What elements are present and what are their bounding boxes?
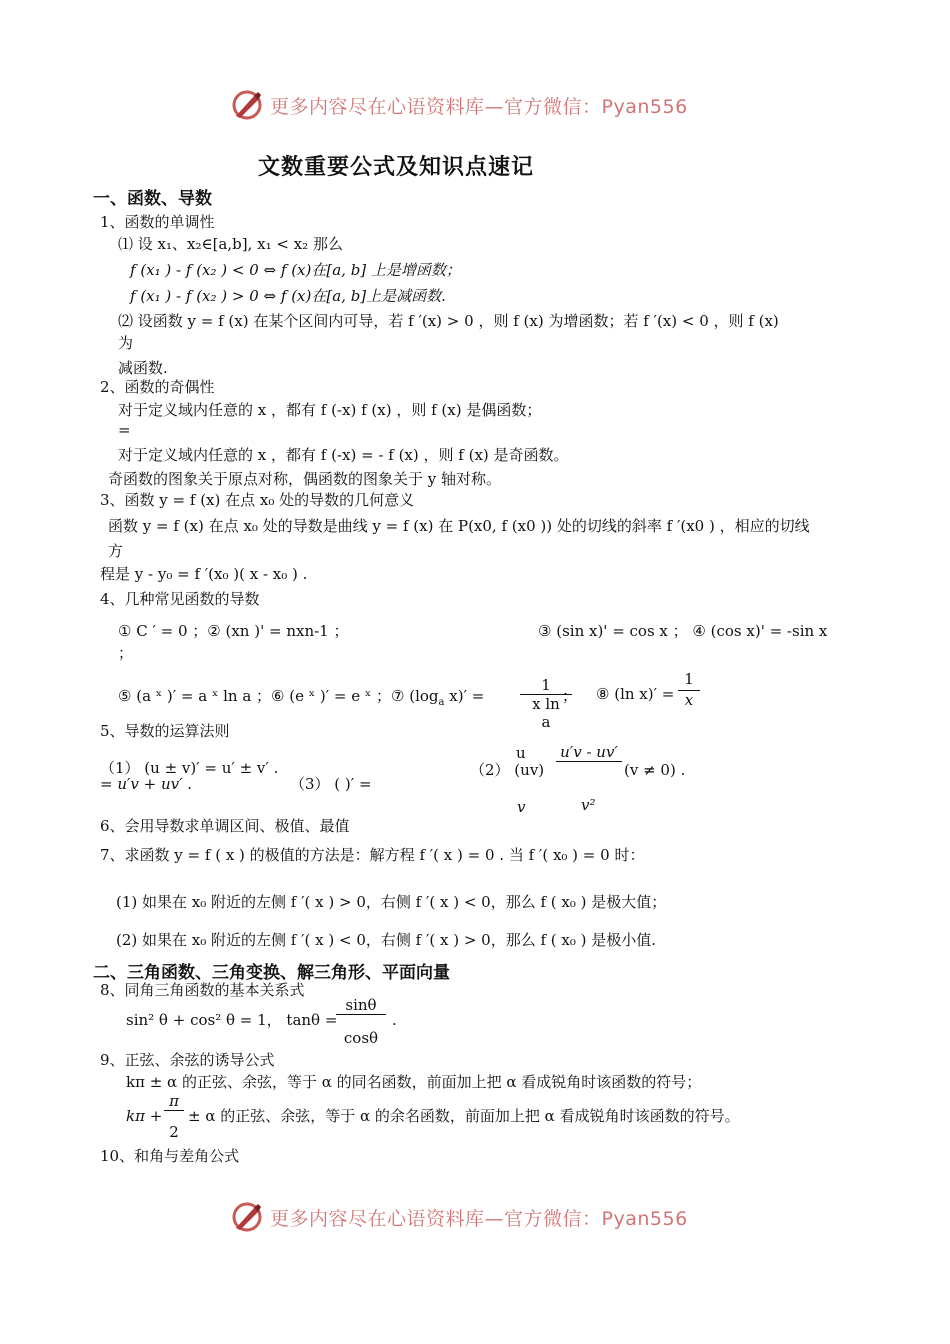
s4-row2-left <box>118 686 484 713</box>
s1-line3: f (x₁ ) - f (x₂ ) > 0 ⇔ f (x)在[a, b]上是减函数. <box>130 287 446 305</box>
pen-seal-icon <box>230 88 264 122</box>
pen-seal-icon <box>230 1200 264 1234</box>
s3-line1b: 方 <box>108 542 124 560</box>
s4-row2-right: ⑧ (ln x)′ = <box>596 685 675 703</box>
s5-rule2: （2） (uv) <box>470 761 545 779</box>
s4-row2-log-base: a <box>438 697 445 708</box>
s5-quotient-bar <box>556 761 622 778</box>
s9-pi-fraction <box>164 1092 184 1141</box>
s4-fraction-2 <box>678 670 700 709</box>
s5-quotient-den: v² <box>581 796 596 814</box>
banner-text-bottom: 更多内容尽在心语资料库—官方微信：Pyan556 <box>270 1207 688 1230</box>
s4-f2-den: x <box>678 690 700 709</box>
s7-title: 7、求函数 y = f ( x ) 的极值的方法是：解方程 f ′( x ) = 0 . 当 f ′( x₀ ) = 0 时： <box>100 846 645 864</box>
s2-line1b: = <box>118 421 131 439</box>
s9-pi-num: π <box>169 1092 179 1110</box>
s8-line1: sin² θ + cos² θ = 1， tanθ = <box>126 1011 338 1029</box>
s3-line2: 程是 y - y₀ = f ′(x₀ )( x - x₀ ) . <box>100 565 308 583</box>
s4-row2-sep: ； <box>562 687 578 705</box>
s9-title: 9、正弦、余弦的诱导公式 <box>100 1051 275 1069</box>
s9-line2-start: kπ + <box>126 1107 163 1125</box>
s5-rule1: （1） (u ± v)′ = u′ ± v′ . <box>100 759 279 777</box>
s8-tan-den: cosθ <box>343 1029 379 1047</box>
s2-title: 2、函数的奇偶性 <box>100 378 215 396</box>
s9-pi-den: 2 <box>169 1123 179 1141</box>
s5-u-label: u <box>516 744 526 762</box>
s4-row1-right: ③ (sin x)' = cos x ； ④ (cos x)' = -sin x <box>538 622 828 640</box>
s5-title: 5、导数的运算法则 <box>100 722 230 740</box>
s3-title: 3、函数 y = f (x) 在点 x₀ 处的导数的几何意义 <box>100 491 415 509</box>
s4-row2-part2: x)′ = <box>444 687 485 705</box>
s5-condition: (v ≠ 0) . <box>624 761 686 779</box>
s8-end: . <box>392 1011 397 1029</box>
s4-row1-semicolon: ； <box>118 644 134 662</box>
page-title: 文数重要公式及知识点速记 <box>258 155 535 180</box>
s2-line1: 对于定义域内任意的 x ，都有 f (-x) f (x) ，则 f (x) 是偶函数； <box>118 401 542 419</box>
s5-quotient-num: u′v - uv′ <box>560 743 618 761</box>
s4-f2-num: 1 <box>684 670 694 688</box>
s5-v-label: v <box>517 798 526 816</box>
s4-row2-part1: ⑤ (a ˣ )′ = a ˣ ln a ；⑥ (e ˣ )′ = e ˣ ；⑦ (log <box>118 687 439 705</box>
bottom-banner <box>230 1200 688 1234</box>
s7-line2: (2) 如果在 x₀ 附近的左侧 f ′( x ) < 0，右侧 f ′( x ) > 0，那么 f ( x₀ ) 是极小值. <box>116 931 657 949</box>
s5-rule1b: = u′v + uv′ . <box>100 775 193 793</box>
s4-f1-den2: a <box>541 713 551 731</box>
s3-line1: 函数 y = f (x) 在点 x₀ 处的导数是曲线 y = f (x) 在 P(x0, f (x0 )) 处的切线的斜率 f ′(x0 ) ，相应的切线 <box>108 517 810 535</box>
section-heading-1: 一、函数、导数 <box>93 189 212 209</box>
s4-title: 4、几种常见函数的导数 <box>100 590 260 608</box>
s6-title: 6、会用导数求单调区间、极值、最值 <box>100 817 350 835</box>
s8-tan-fraction <box>336 996 386 1047</box>
s5-quotient-fraction <box>556 743 622 778</box>
s1-line2: f (x₁ ) - f (x₂ ) < 0 ⇔ f (x)在[a, b] 上是增函数； <box>130 261 461 279</box>
s1-line4b: 为 <box>118 334 134 352</box>
s8-tan-num: sinθ <box>345 996 377 1014</box>
s5-rule3: （3） ( )′ = <box>290 775 372 793</box>
s1-line4: ⑵ 设函数 y = f (x) 在某个区间内可导，若 f ′(x) > 0 ，则 f (x) 为增函数；若 f ′(x) < 0 ，则 f (x) <box>118 312 779 330</box>
s10-title: 10、和角与差角公式 <box>100 1147 240 1165</box>
s7-line1: (1) 如果在 x₀ 附近的左侧 f ′( x ) > 0，右侧 f ′( x ) < 0，那么 f ( x₀ ) 是极大值； <box>116 893 667 911</box>
s4-row1-left: ① C ′ = 0 ；② (xn )' = nxn-1 ； <box>118 622 349 640</box>
s8-tan-bar <box>336 1014 386 1029</box>
s1-line1: ⑴ 设 x₁、x₂∈[a,b], x₁ < x₂ 那么 <box>118 235 343 253</box>
s4-f1-den: x ln <box>520 694 572 713</box>
section-heading-2: 二、三角函数、三角变换、解三角形、平面向量 <box>93 963 450 983</box>
s9-line1: kπ ± α 的正弦、余弦，等于 α 的同名函数，前面加上把 α 看成锐角时该函数的符号； <box>126 1073 702 1091</box>
s4-f1-num: 1 <box>541 676 551 694</box>
s9-pi-bar <box>164 1110 184 1123</box>
banner-text: 更多内容尽在心语资料库—官方微信：Pyan556 <box>270 95 688 118</box>
top-banner <box>230 88 688 122</box>
s2-line2: 对于定义域内任意的 x ，都有 f (-x) = - f (x) ，则 f (x) 是奇函数。 <box>118 446 569 464</box>
s2-line3: 奇函数的图象关于原点对称，偶函数的图象关于 y 轴对称。 <box>108 470 502 488</box>
s1-line5: 减函数. <box>118 359 168 377</box>
s8-title: 8、同角三角函数的基本关系式 <box>100 981 305 999</box>
s9-line2-rest: ± α 的正弦、余弦，等于 α 的余名函数，前面加上把 α 看成锐角时该函数的符号。 <box>188 1107 740 1125</box>
s1-title: 1、函数的单调性 <box>100 213 215 231</box>
